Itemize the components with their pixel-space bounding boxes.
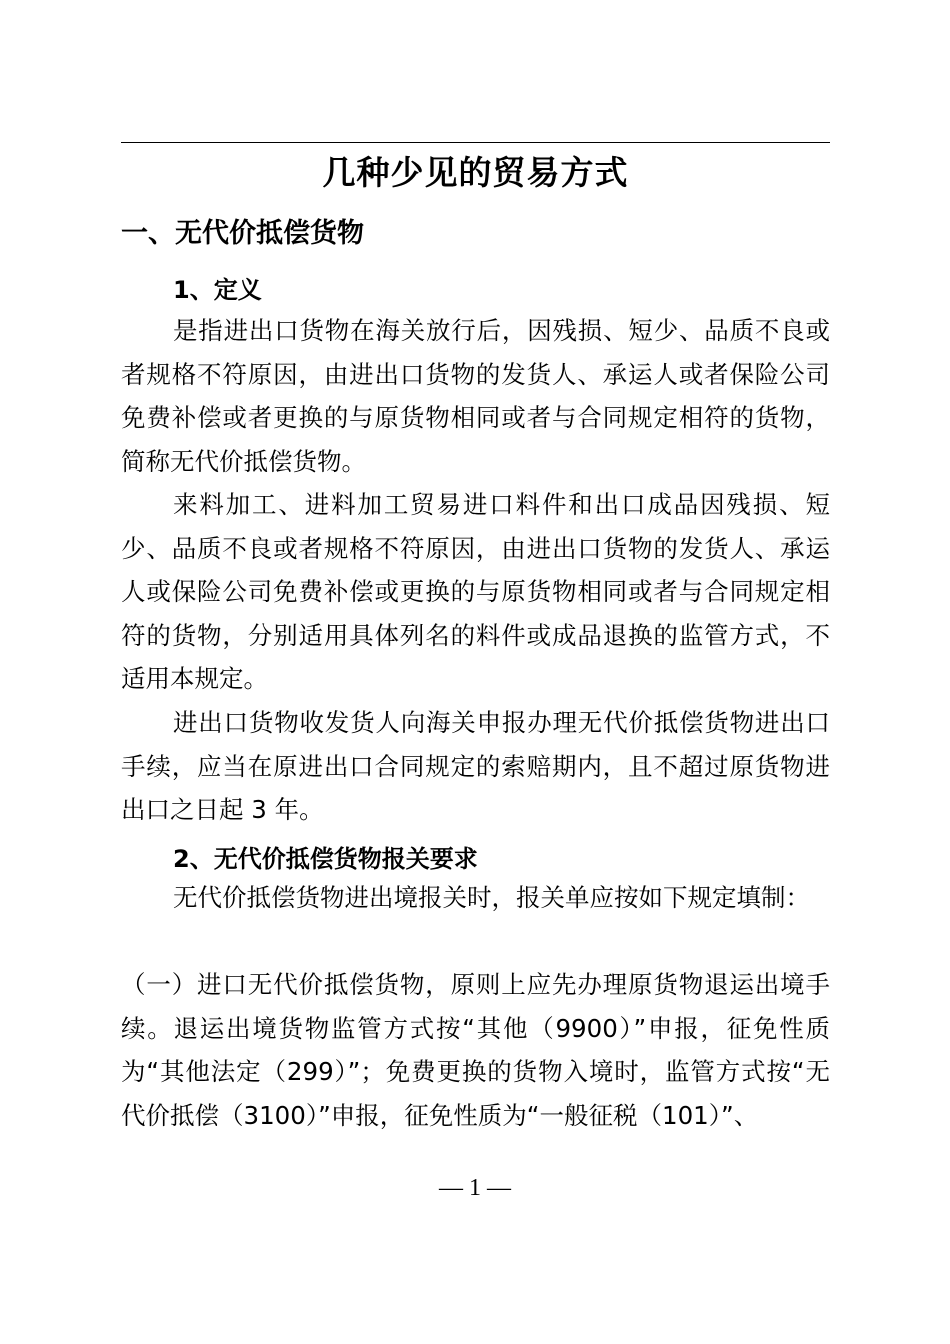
- paragraph-import-rules: （一）进口无代价抵偿货物，原则上应先办理原货物退运出境手续。退运出境货物监管方式按“其他（9900）”申报，征免性质为“其他法定（299）”；免费更换的货物入境时，监管方式按“无代价抵偿（3100）”申报，征免性质为“一般征税（101）”、: [121, 970, 830, 1130]
- paragraph-claim-period: 进出口货物收发货人向海关申报办理无代价抵偿货物进出口手续，应当在原进出口合同规定的索赔期内，且不超过原货物进出口之日起 3 年。: [121, 708, 830, 825]
- subsection-heading-declaration: 2、无代价抵偿货物报关要求: [173, 845, 478, 873]
- page-number: — 1 —: [439, 1175, 511, 1201]
- paragraph-declaration-intro: 无代价抵偿货物进出境报关时，报关单应按如下规定填制：: [173, 883, 810, 912]
- paragraph-definition: 是指进出口货物在海关放行后，因残损、短少、品质不良或者规格不符原因，由进出口货物的发货人、承运人或者保险公司免费补偿或者更换的与原货物相同或者与合同规定相符的货物，简称无代价抵偿货物。: [121, 316, 830, 476]
- header-rule: [121, 142, 830, 143]
- subsection-heading-definition: 1、定义: [173, 276, 262, 304]
- section-heading: 一、无代价抵偿货物: [121, 218, 364, 249]
- paragraph-processing-trade: 来料加工、进料加工贸易进口料件和出口成品因残损、短少、品质不良或者规格不符原因，由进出口货物的发货人、承运人或保险公司免费补偿或更换的与原货物相同或者与合同规定相符的货物，分别适用具体列名的料件或成品退换的监管方式，不适用本规定。: [121, 490, 830, 694]
- document-title: 几种少见的贸易方式: [322, 153, 629, 192]
